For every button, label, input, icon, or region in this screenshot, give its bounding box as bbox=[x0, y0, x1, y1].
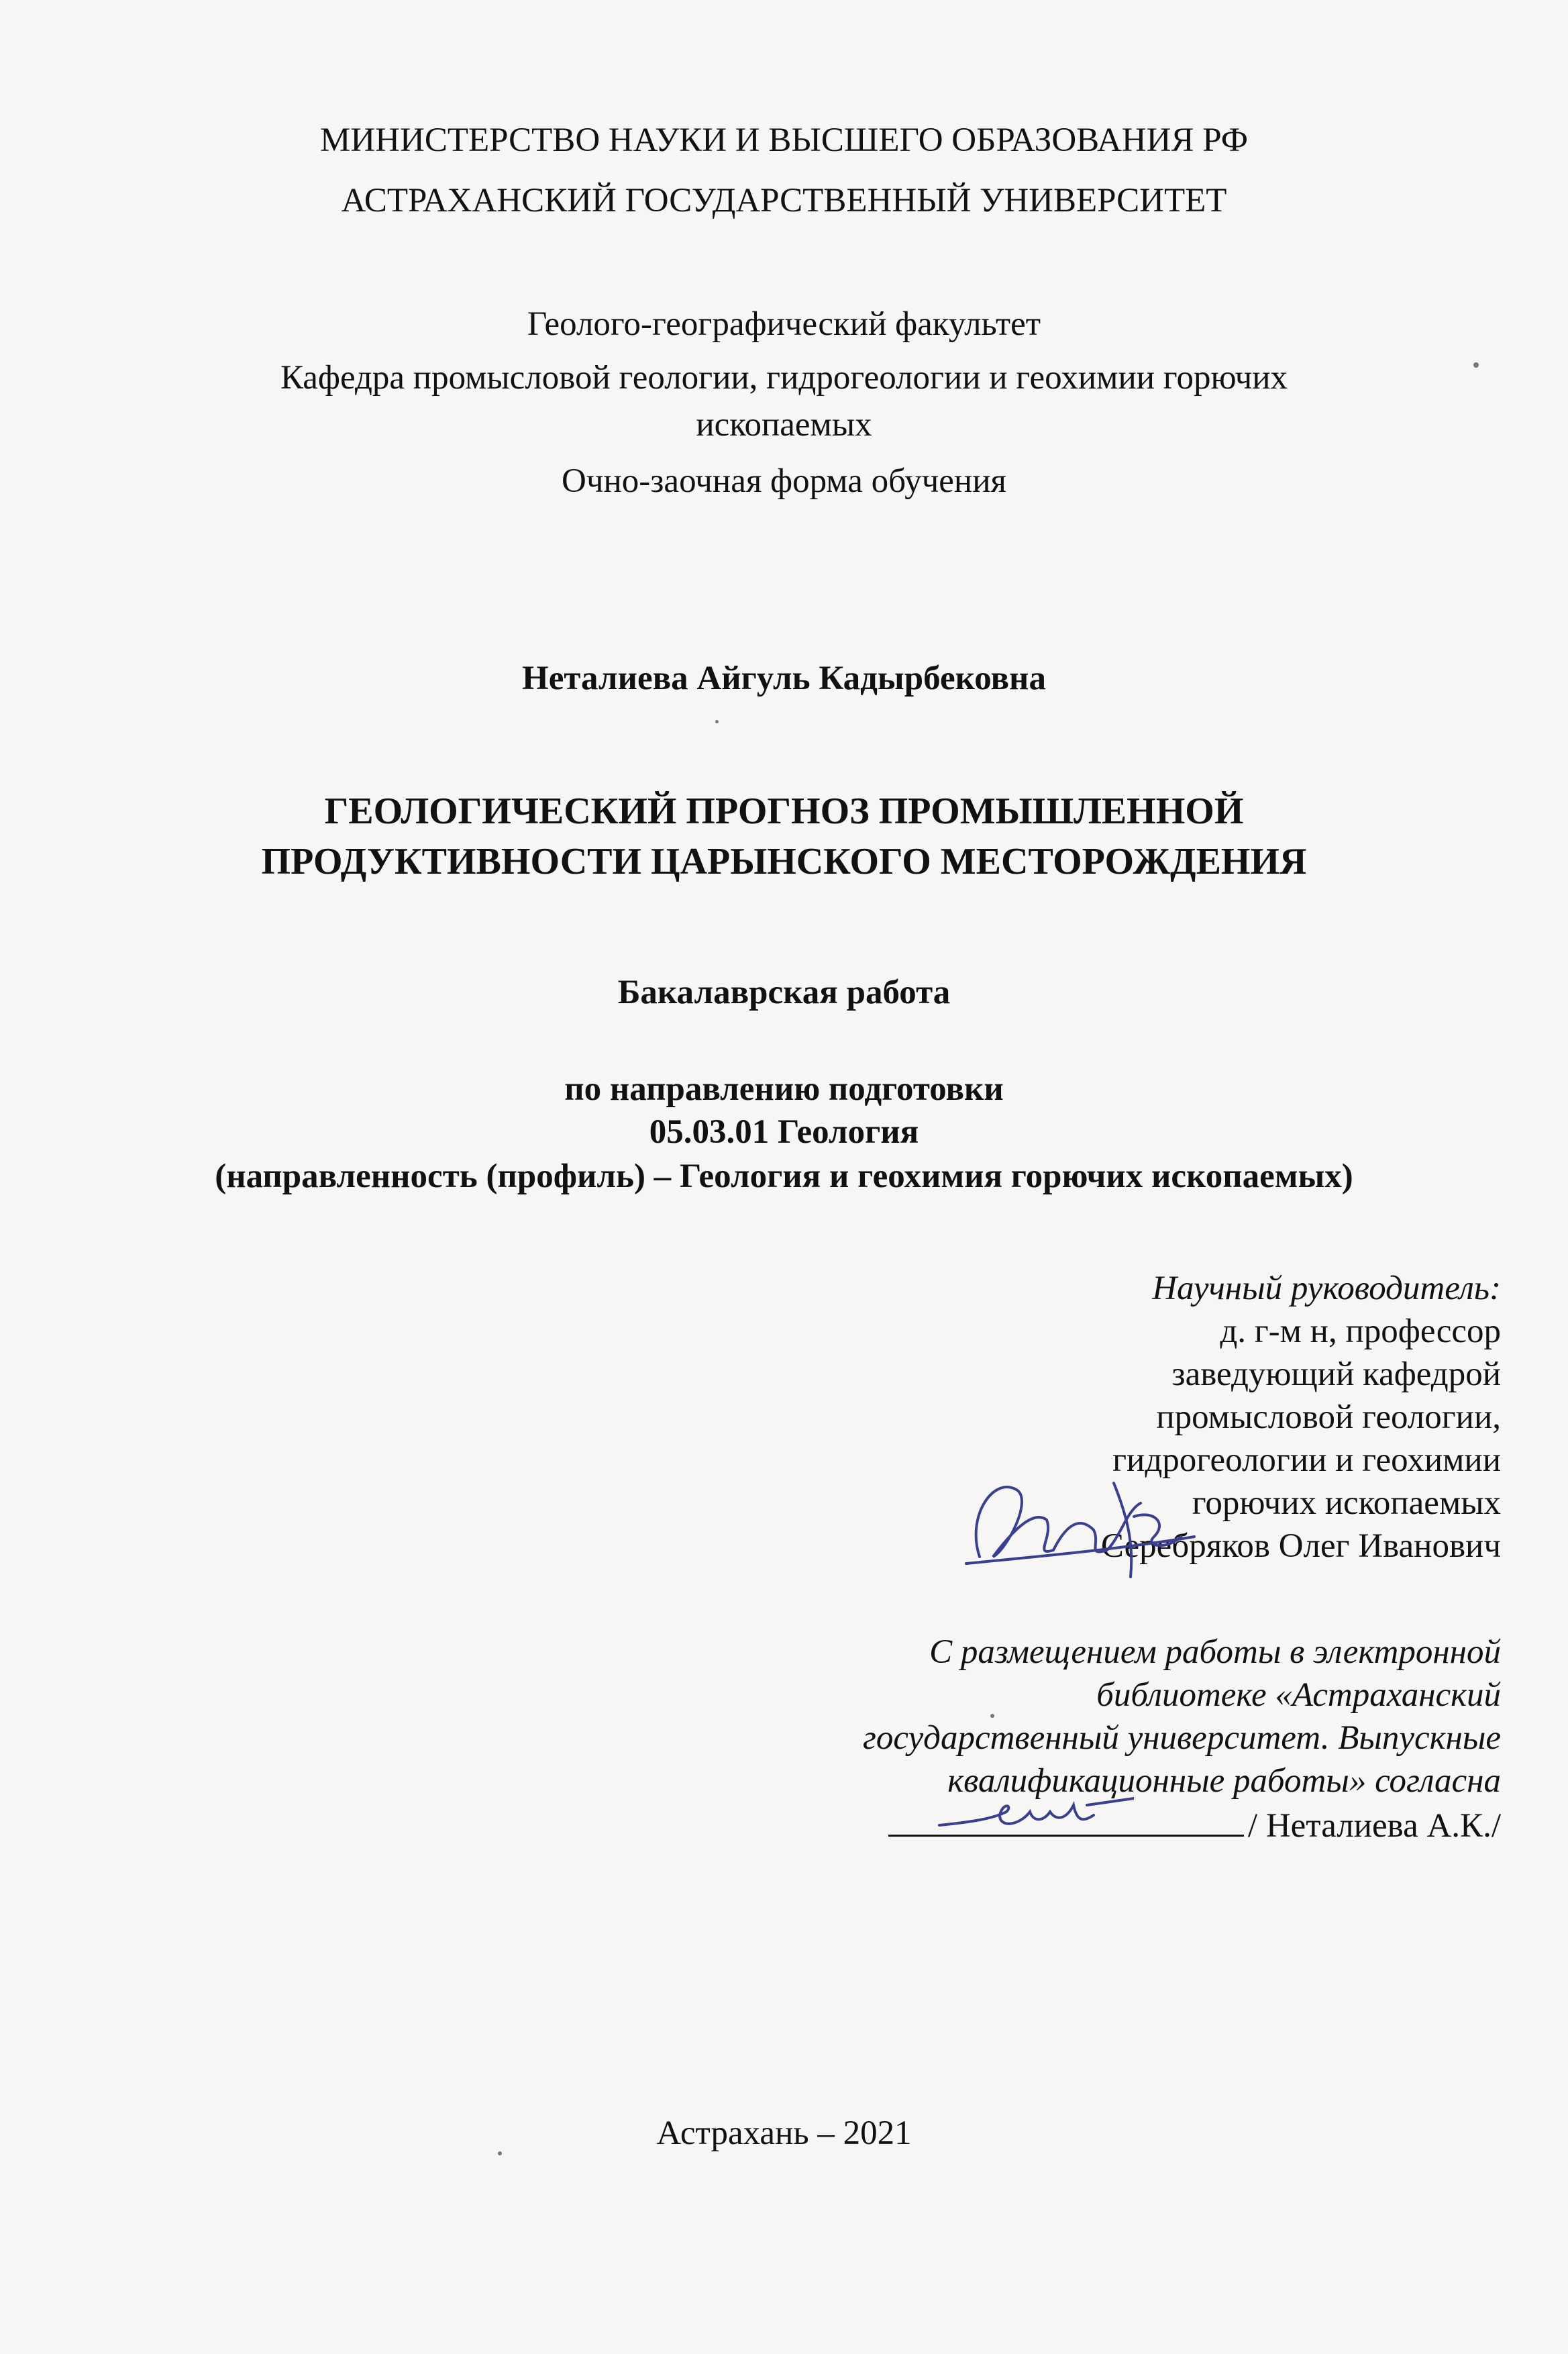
author-signature bbox=[933, 1785, 1134, 1845]
direction-label: по направлению подготовки bbox=[564, 1070, 1004, 1108]
supervisor-position: заведующий кафедрой bbox=[1171, 1355, 1501, 1393]
consent-line1: С размещением работы в электронной bbox=[929, 1633, 1501, 1671]
consent-line2: библиотеке «Астраханский bbox=[1096, 1676, 1501, 1714]
city-year: Астрахань – 2021 bbox=[656, 2114, 912, 2152]
study-form: Очно-заочная форма обучения bbox=[562, 462, 1006, 500]
ministry-heading: МИНИСТЕРСТВО НАУКИ И ВЫСШЕГО ОБРАЗОВАНИЯ РФ bbox=[319, 121, 1249, 159]
consent-line3: государственный университет. Выпускные bbox=[863, 1719, 1501, 1757]
department-name-line1: Кафедра промысловой геологии, гидрогеологии и геохимии горючих bbox=[280, 359, 1288, 397]
university-heading: АСТРАХАНСКИЙ ГОСУДАРСТВЕННЫЙ УНИВЕРСИТЕТ bbox=[341, 182, 1227, 219]
consent-signer-name: / Неталиева А.К./ bbox=[1247, 1807, 1501, 1845]
supervisor-label: Научный руководитель: bbox=[1152, 1270, 1501, 1307]
consent-line4: квалификационные работы» согласна bbox=[947, 1762, 1501, 1800]
direction-profile: (направленность (профиль) – Геология и геохимия горючих ископаемых) bbox=[215, 1158, 1353, 1195]
direction-code: 05.03.01 Геология bbox=[649, 1113, 919, 1151]
supervisor-name: Серебряков Олег Иванович bbox=[1100, 1527, 1501, 1565]
faculty-name: Геолого-географический факультет bbox=[527, 305, 1041, 343]
thesis-title-line2: ПРОДУКТИВНОСТИ ЦАРЫНСКОГО МЕСТОРОЖДЕНИЯ bbox=[261, 841, 1307, 882]
supervisor-dept-line2: гидрогеологии и геохимии bbox=[1112, 1441, 1501, 1479]
department-name-line2: ископаемых bbox=[696, 406, 872, 444]
thesis-title-line1: ГЕОЛОГИЧЕСКИЙ ПРОГНОЗ ПРОМЫШЛЕННОЙ bbox=[324, 790, 1244, 832]
work-type: Бакалаврская работа bbox=[617, 974, 951, 1011]
supervisor-signature bbox=[953, 1456, 1208, 1590]
supervisor-degree: д. г-м н, профессор bbox=[1220, 1313, 1501, 1350]
supervisor-dept-line1: промысловой геологии, bbox=[1156, 1398, 1501, 1436]
author-name: Неталиева Айгуль Кадырбековна bbox=[522, 660, 1046, 697]
supervisor-dept-line3: горючих ископаемых bbox=[1192, 1484, 1501, 1522]
